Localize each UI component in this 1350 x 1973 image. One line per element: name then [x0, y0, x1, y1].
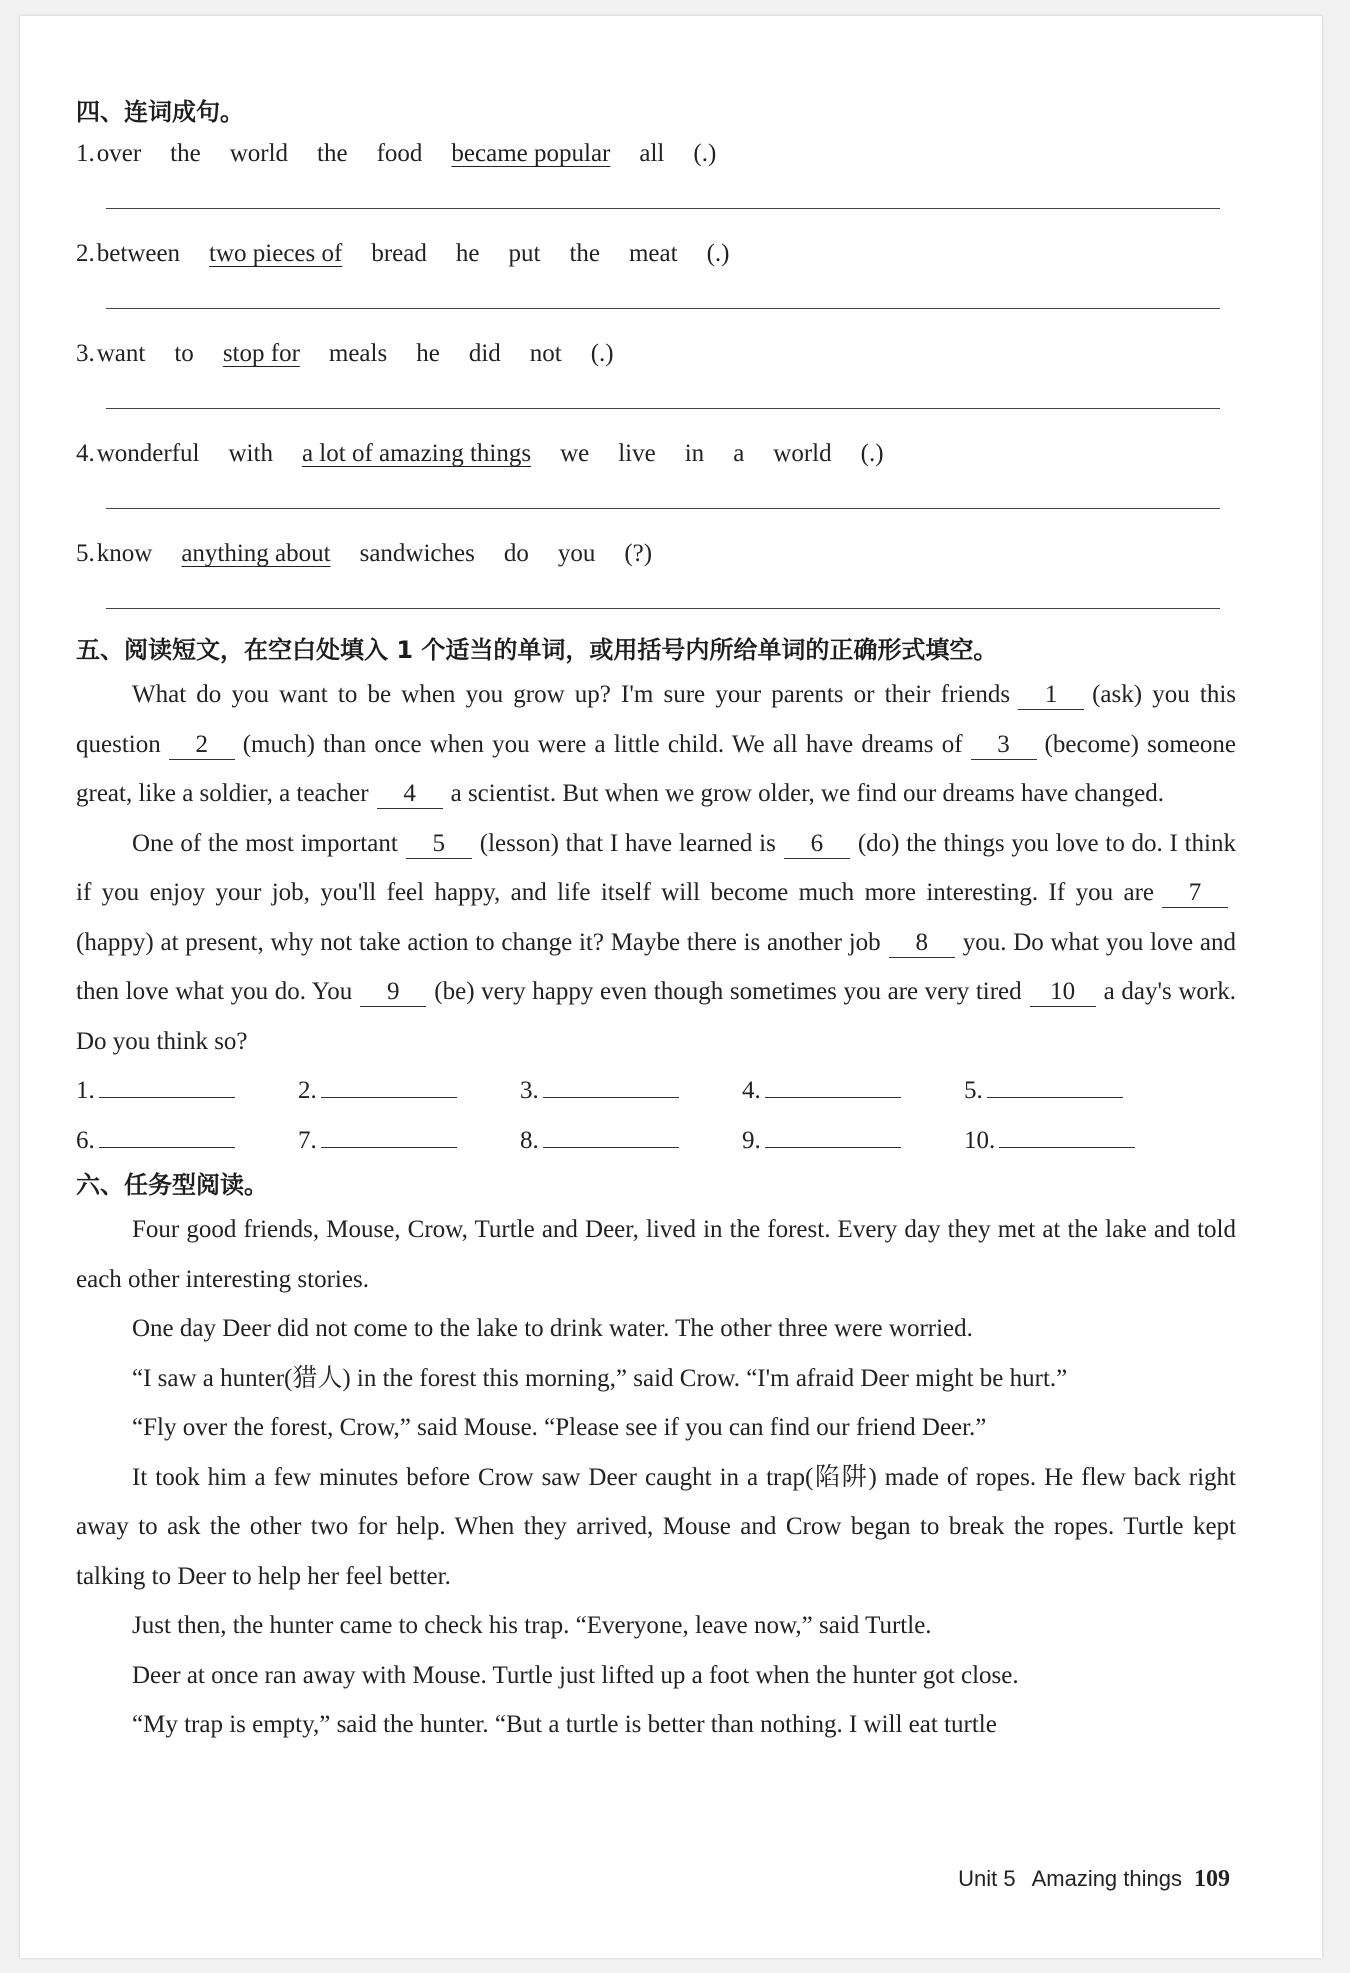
blank-9[interactable]: 9 — [360, 978, 426, 1007]
story-paragraph: It took him a few minutes before Crow saw Deer caught in a trap(陷阱) made of ropes. He flew back right away to ask the other two for help. When they arrived, Mouse and Crow began to break the ropes. Turtle kept talking to Deer to help her feel better. — [76, 1463, 1236, 1590]
blank-2[interactable]: 2 — [169, 731, 235, 760]
word: not — [529, 340, 562, 367]
answer-label: 3. — [520, 1077, 539, 1104]
footer-unit-title: Amazing things — [1031, 1866, 1182, 1891]
answer-cell — [520, 1116, 742, 1166]
item-number: 2. — [76, 240, 95, 267]
passage-text: (do) the things you love to do. I think if you enjoy your job, you'll feel happy, and life itself will become much more interesting. If you are — [76, 829, 1236, 906]
word: put — [508, 240, 541, 267]
page-content — [76, 98, 1236, 1750]
reading-passage — [76, 1205, 1236, 1750]
word: with — [228, 440, 273, 467]
word: (.) — [693, 140, 717, 167]
word: (.) — [860, 440, 884, 467]
story-paragraph: Four good friends, Mouse, Crow, Turtle and Deer, lived in the forest. Every day they met at the lake and told each other interesting stories. — [76, 1216, 1236, 1293]
word: know — [96, 540, 153, 567]
answer-blank[interactable] — [987, 1067, 1123, 1098]
word: to — [174, 340, 194, 367]
item-number: 4. — [76, 440, 95, 467]
word: (?) — [624, 540, 653, 567]
word: live — [618, 440, 656, 467]
answer-blank[interactable] — [99, 1117, 235, 1148]
word: meals — [328, 340, 388, 367]
answer-blank[interactable] — [765, 1067, 901, 1098]
answer-label: 4. — [742, 1077, 761, 1104]
story-paragraph: One day Deer did not come to the lake to drink water. The other three were worried. — [132, 1315, 973, 1342]
word: want — [96, 340, 146, 367]
passage-text: What do you want to be when you grow up? I'm sure your parents or their friends — [132, 681, 1011, 708]
item-number: 1. — [76, 140, 95, 167]
answer-label: 9. — [742, 1126, 761, 1154]
passage-text: a scientist. But when we grow older, we find our dreams have changed. — [450, 780, 1164, 807]
word-row — [76, 534, 1236, 574]
cloze-paragraph — [76, 670, 1236, 819]
blank-5[interactable]: 5 — [406, 830, 472, 859]
answer-cell — [964, 1066, 1186, 1116]
word: meat — [628, 240, 678, 267]
passage-text: (be) very happy even though sometimes you are very tired — [434, 978, 1022, 1005]
item-number: 3. — [76, 340, 95, 367]
word: over — [96, 140, 142, 167]
answer-blank[interactable] — [543, 1117, 679, 1148]
word-row — [76, 234, 1236, 274]
word: world — [229, 140, 289, 167]
sentence-item — [76, 434, 1236, 534]
sentence-ordering-list — [76, 134, 1236, 634]
word: (.) — [590, 340, 614, 367]
story-paragraph: “My trap is empty,” said the hunter. “But a turtle is better than nothing. I will eat turtle — [132, 1711, 997, 1738]
section-6-title: 六、任务型阅读。 — [76, 1171, 268, 1199]
answer-line[interactable] — [106, 208, 1220, 209]
answer-line[interactable] — [106, 608, 1220, 609]
cloze-passage — [76, 670, 1236, 1066]
answer-label: 7. — [298, 1126, 317, 1154]
blank-6[interactable]: 6 — [784, 830, 850, 859]
word: the — [170, 140, 201, 167]
answer-line[interactable] — [106, 308, 1220, 309]
word: between — [96, 240, 181, 267]
answer-blank[interactable] — [999, 1117, 1135, 1148]
answer-cell — [76, 1116, 298, 1166]
passage-text: you. Do what you love and then love what you do. You — [76, 928, 1236, 1005]
blank-7[interactable]: 7 — [1162, 879, 1228, 908]
answer-blank[interactable] — [321, 1117, 457, 1148]
sentence-item — [76, 134, 1236, 234]
section-4-title: 四、连词成句。 — [76, 98, 244, 126]
answer-label: 8. — [520, 1126, 539, 1154]
answer-label: 5. — [964, 1077, 983, 1104]
underlined-phrase: a lot of amazing things — [301, 440, 532, 467]
answer-cell — [742, 1116, 964, 1166]
sentence-item — [76, 534, 1236, 634]
sentence-item — [76, 334, 1236, 434]
passage-text: (happy) at present, why not take action to change it? Maybe there is another job — [76, 928, 881, 956]
blank-8[interactable]: 8 — [889, 929, 955, 958]
answer-line[interactable] — [106, 508, 1220, 509]
word: did — [468, 340, 501, 367]
word: you — [557, 540, 596, 567]
story-paragraph: “Fly over the forest, Crow,” said Mouse. “Please see if you can find our friend Deer.” — [132, 1414, 987, 1441]
underlined-phrase: became popular — [451, 140, 611, 167]
footer-unit: Unit 5 — [958, 1866, 1016, 1891]
answer-cell — [298, 1116, 520, 1166]
word: do — [503, 540, 529, 567]
answer-label: 2. — [298, 1077, 317, 1104]
underlined-phrase: two pieces of — [209, 240, 343, 267]
word: bread — [371, 240, 427, 267]
story-paragraph: Just then, the hunter came to check his trap. “Everyone, leave now,” said Turtle. — [132, 1612, 932, 1639]
underlined-phrase: stop for — [222, 340, 300, 367]
answer-label: 10. — [964, 1126, 996, 1154]
word: a — [733, 440, 745, 467]
blank-3[interactable]: 3 — [971, 731, 1037, 760]
word: food — [376, 140, 423, 167]
passage-text: (become) someone great, like a soldier, a teacher — [76, 730, 1236, 807]
word: the — [317, 140, 348, 167]
word: the — [569, 240, 600, 267]
answer-cell — [520, 1066, 742, 1116]
answer-blank[interactable] — [543, 1067, 679, 1098]
word-row — [76, 134, 1236, 174]
word: all — [639, 140, 665, 167]
section-5-title: 五、阅读短文，在空白处填入 1 个适当的单词，或用括号内所给单词的正确形式填空。 — [76, 636, 998, 664]
passage-text: (lesson) that I have learned is — [479, 829, 776, 857]
answer-cell — [742, 1066, 964, 1116]
passage-text: (ask) you this question — [76, 681, 1236, 758]
word: world — [773, 440, 832, 467]
story-paragraph: “I saw a hunter(猎人) in the forest this morning,” said Crow. “I'm afraid Deer might be hurt.” — [132, 1364, 1068, 1392]
answer-label: 6. — [76, 1126, 95, 1154]
passage-text: a day's work. Do you think so? — [76, 978, 1236, 1055]
worksheet-page — [20, 16, 1322, 1958]
answer-line[interactable] — [106, 408, 1220, 409]
passage-text: One of the most important — [132, 829, 398, 857]
answer-cell — [298, 1066, 520, 1116]
cloze-paragraph — [76, 819, 1236, 1067]
answer-blank[interactable] — [321, 1067, 457, 1098]
blank-4[interactable]: 4 — [377, 780, 443, 809]
sentence-item — [76, 234, 1236, 334]
answer-cell — [76, 1066, 298, 1116]
word: wonderful — [96, 440, 200, 467]
passage-text: (much) than once when you were a little child. We all have dreams of — [242, 730, 963, 758]
cloze-answer-grid — [76, 1066, 1236, 1165]
blank-1[interactable]: 1 — [1018, 681, 1084, 710]
word: sandwiches — [359, 540, 475, 567]
word-row — [76, 434, 1236, 474]
story-paragraph: Deer at once ran away with Mouse. Turtle just lifted up a foot when the hunter got close. — [132, 1661, 1019, 1689]
word: he — [416, 340, 440, 367]
answer-blank[interactable] — [765, 1117, 901, 1148]
word: in — [684, 440, 705, 467]
item-number: 5. — [76, 540, 95, 567]
word-row — [76, 334, 1236, 374]
page-number: 109 — [1194, 1866, 1230, 1892]
answer-cell — [964, 1116, 1186, 1166]
page-footer — [958, 1866, 1230, 1893]
word: he — [455, 240, 480, 267]
word: we — [560, 440, 590, 467]
blank-10[interactable]: 10 — [1030, 978, 1096, 1007]
answer-label: 1. — [76, 1077, 95, 1104]
underlined-phrase: anything about — [181, 540, 331, 567]
answer-blank[interactable] — [99, 1067, 235, 1098]
word: (.) — [706, 240, 730, 267]
